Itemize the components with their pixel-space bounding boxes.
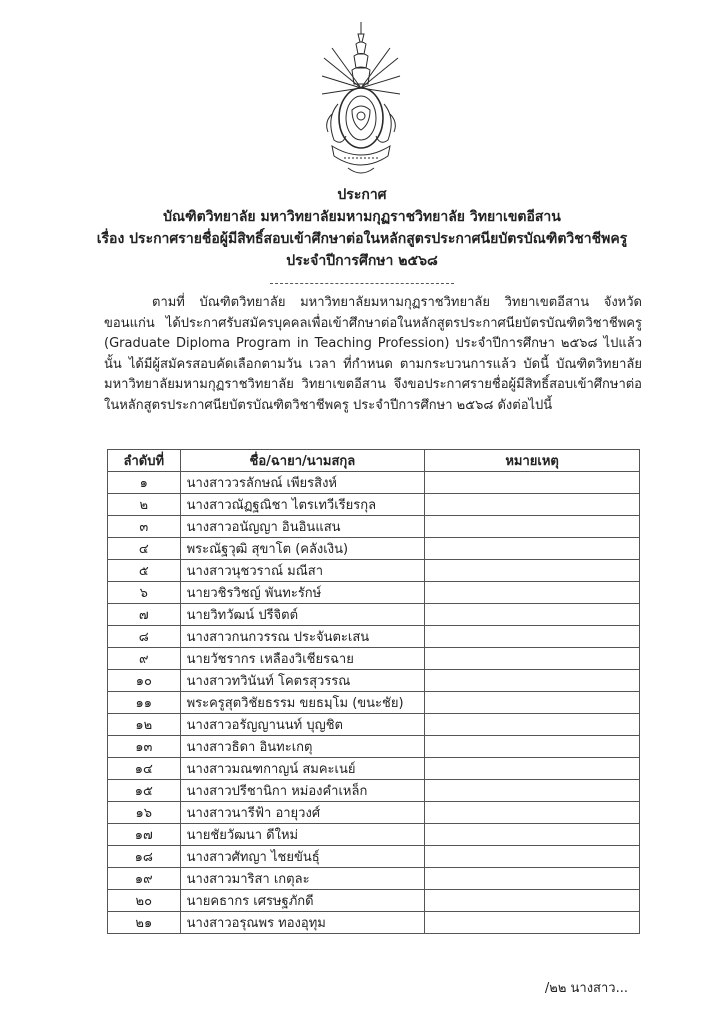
row-note — [425, 582, 640, 604]
row-note — [425, 648, 640, 670]
table-row — [108, 582, 640, 604]
table-row — [108, 494, 640, 516]
row-note — [425, 472, 640, 494]
row-name: นางสาวมณฑกาญน์ สมคะเนย์ — [180, 758, 425, 780]
row-name: นางสาวมาริสา เกตุละ — [180, 868, 425, 890]
table-row — [108, 560, 640, 582]
row-name: นายวิทวัฒน์ ปรีจิตต์ — [180, 604, 425, 626]
table-row — [108, 912, 640, 934]
row-name: นายชัยวัฒนา ดีใหม่ — [180, 824, 425, 846]
header-note: หมายเหตุ — [425, 450, 640, 472]
row-name: นางสาวอรุณพร ทองอุทุม — [180, 912, 425, 934]
table-row — [108, 648, 640, 670]
row-note — [425, 538, 640, 560]
row-name: นางสาวนุชวราณ์ มณีสา — [180, 560, 425, 582]
table-row — [108, 780, 640, 802]
row-note — [425, 714, 640, 736]
row-number: ๑๐ — [108, 670, 181, 692]
row-number: ๑๘ — [108, 846, 181, 868]
row-number: ๖ — [108, 582, 181, 604]
table-row — [108, 472, 640, 494]
university-crest-icon — [318, 18, 404, 186]
row-note — [425, 868, 640, 890]
row-number: ๑๑ — [108, 692, 181, 714]
row-name: นางสาววรลักษณ์ เพียรสิงห์ — [180, 472, 425, 494]
issuer-line: บัณฑิตวิทยาลัย มหาวิทยาลัยมหามกุฏราชวิทยาลัย วิทยาเขตอีสาน — [163, 209, 561, 225]
header-number: ลำดับที่ — [108, 450, 181, 472]
subject-line: เรื่อง ประกาศรายชื่อผู้มีสิทธิ์สอบเข้าศึกษาต่อในหลักสูตรประกาศนียบัตรบัณฑิตวิชาชีพครู — [96, 231, 628, 247]
row-note — [425, 758, 640, 780]
row-number: ๒๑ — [108, 912, 181, 934]
row-note — [425, 824, 640, 846]
announcement-label: ประกาศ — [337, 187, 387, 203]
row-note — [425, 846, 640, 868]
row-name: นายวัชรากร เหลืองวิเชียรฉาย — [180, 648, 425, 670]
row-note — [425, 736, 640, 758]
announcement-header — [0, 184, 724, 272]
table-row — [108, 692, 640, 714]
row-note — [425, 626, 640, 648]
row-name: นางสาวศัทญา ไชยขันธุ์ — [180, 846, 425, 868]
row-note — [425, 912, 640, 934]
row-note — [425, 890, 640, 912]
table-row — [108, 626, 640, 648]
row-note — [425, 802, 640, 824]
table-row — [108, 670, 640, 692]
row-number: ๑๖ — [108, 802, 181, 824]
table-row — [108, 538, 640, 560]
row-name: นางสาวอนัญญา อินอินแสน — [180, 516, 425, 538]
row-number: ๑๒ — [108, 714, 181, 736]
row-name: นางสาวณัฏฐณิชา ไตรเทวีเรียรกุล — [180, 494, 425, 516]
row-number: ๘ — [108, 626, 181, 648]
row-number: ๑๗ — [108, 824, 181, 846]
table-row — [108, 758, 640, 780]
row-name: นายวชิรวิชญ์ พันทะรักษ์ — [180, 582, 425, 604]
row-name: นางสาวปรีชานิกา หม่องคำเหล็ก — [180, 780, 425, 802]
table-row — [108, 604, 640, 626]
row-name: นางสาวกนกวรรณ ประจันตะเสน — [180, 626, 425, 648]
table-row — [108, 516, 640, 538]
row-name: นายคธากร เศรษฐภักดี — [180, 890, 425, 912]
announcement-body — [104, 293, 642, 417]
row-note — [425, 692, 640, 714]
row-number: ๑๔ — [108, 758, 181, 780]
row-number: ๗ — [108, 604, 181, 626]
table-row — [108, 846, 640, 868]
table-row — [108, 824, 640, 846]
row-number: ๔ — [108, 538, 181, 560]
row-number: ๙ — [108, 648, 181, 670]
row-name: นางสาวธิดา อินทะเกตุ — [180, 736, 425, 758]
row-number: ๑ — [108, 472, 181, 494]
continuation-marker: /๒๒ นางสาว... — [544, 981, 628, 996]
header-name: ชื่อ/ฉายา/นามสกุล — [180, 450, 425, 472]
row-note — [425, 604, 640, 626]
row-name: พระครูสุตวิชัยธรรม ขยธมฺโม (ขนะชัย) — [180, 692, 425, 714]
table-header-row — [108, 450, 640, 472]
header-divider — [270, 283, 454, 284]
row-name: พระณัฐวุฒิ สุขาโต (คลังเงิน) — [180, 538, 425, 560]
table-row — [108, 890, 640, 912]
row-number: ๑๙ — [108, 868, 181, 890]
table-row — [108, 736, 640, 758]
row-note — [425, 494, 640, 516]
row-number: ๒๐ — [108, 890, 181, 912]
row-note — [425, 560, 640, 582]
table-row — [108, 868, 640, 890]
row-name: นางสาวนารีฟ้า อายุวงศ์ — [180, 802, 425, 824]
row-number: ๑๓ — [108, 736, 181, 758]
eligible-candidates-table — [107, 449, 640, 934]
row-note — [425, 780, 640, 802]
row-number: ๑๕ — [108, 780, 181, 802]
row-number: ๓ — [108, 516, 181, 538]
row-number: ๒ — [108, 494, 181, 516]
table-row — [108, 714, 640, 736]
row-name: นางสาวทวินันท์ โคตรสุวรรณ — [180, 670, 425, 692]
table-row — [108, 802, 640, 824]
row-note — [425, 516, 640, 538]
row-name: นางสาวอรัญญานนท์ บุญชิต — [180, 714, 425, 736]
body-paragraph: ตามที่ บัณฑิตวิทยาลัย มหาวิทยาลัยมหามกุฏราชวิทยาลัย วิทยาเขตอีสาน จังหวัดขอนแก่น ได้ประกาศรับสมัครบุคคลเพื่อเข้าศึกษาต่อในหลักสูตรประกาศนียบัตรบัณฑิตวิชาชีพครู (Graduate Diploma Program in Teaching Profession) ประจำปีการศึกษา ๒๕๖๘ ไปแล้วนั้น ได้มีผู้สมัครสอบคัดเลือกตามวัน เวลา ที่กำหนด ตามกระบวนการแล้ว บัดนี้ บัณฑิตวิทยาลัย มหาวิทยาลัยมหามกุฏราชวิทยาลัย วิทยาเขตอีสาน จึงขอประกาศรายชื่อผู้มีสิทธิ์สอบเข้าศึกษาต่อในหลักสูตรประกาศนียบัตรบัณฑิตวิชาชีพครู ประจำปีการศึกษา ๒๕๖๘ ดังต่อไปนี้ — [104, 295, 642, 413]
academic-year-line: ประจำปีการศึกษา ๒๕๖๘ — [286, 253, 438, 269]
row-number: ๕ — [108, 560, 181, 582]
row-note — [425, 670, 640, 692]
